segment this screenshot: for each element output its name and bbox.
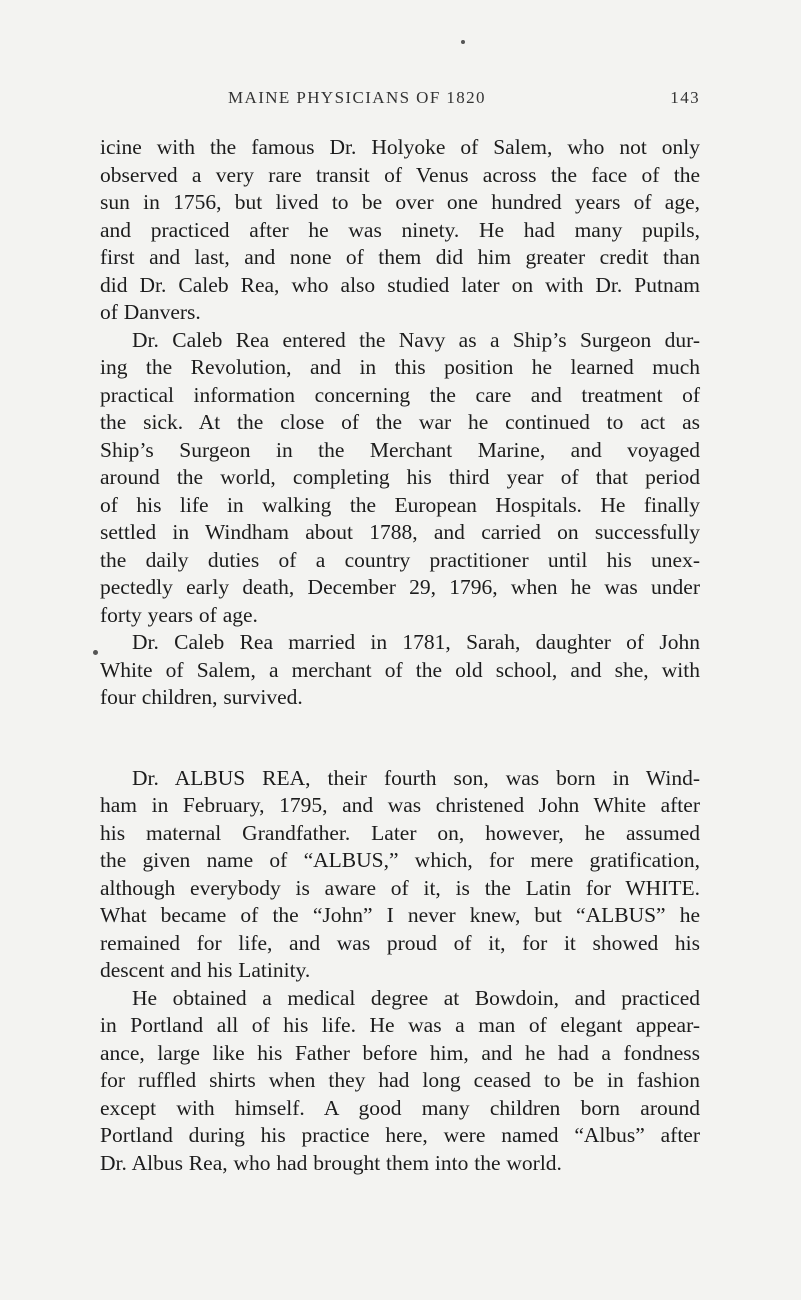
text-line: settled in Windham about 1788, and carried on successfully [100,520,700,544]
text-line: around the world, completing his third year of that period [100,465,700,489]
text-line: ing the Revolution, and in this position he learned much [100,355,700,379]
text-line: except with himself. A good many children born around [100,1095,700,1120]
paragraph [100,765,700,985]
text-line: first and last, and none of them did him greater credit than [100,245,700,269]
text-line: White of Salem, a merchant of the old school, and she, with [100,657,700,682]
text-line: descent and his Latinity. [100,958,311,982]
print-speck [93,650,98,655]
text-line: forty years of age. [100,602,258,627]
text-line: icine with the famous Dr. Holyoke of Salem, who not only [100,135,700,159]
text-line: Dr. ALBUS REA, their fourth son, was born in Wind- [132,765,700,790]
text-line: observed a very rare transit of Venus across the face of the [100,162,700,187]
print-speck [461,40,465,44]
text-line: for ruffled shirts when they had long ceased to be in fashion [100,1068,700,1092]
paragraph [100,629,700,712]
text-line: remained for life, and was proud of it, for it showed his [100,930,700,955]
paragraph [100,985,700,1178]
text-line: the given name of “ALBUS,” which, for mere gratification, [100,848,700,872]
text-line: his maternal Grandfather. Later on, however, he assumed [100,820,700,845]
text-line: sun in 1756, but lived to be over one hundred years of age, [100,190,700,214]
text-line: What became of the “John” I never knew, but “ALBUS” he [100,903,700,927]
text-line: four children, survived. [100,685,303,709]
page-number: 143 [670,88,700,107]
text-line: the daily duties of a country practitioner until his unex- [100,547,700,572]
text-line: Ship’s Surgeon in the Merchant Marine, and voyaged [100,437,700,462]
text-line: in Portland all of his life. He was a man of elegant appear- [100,1013,700,1037]
paragraph [100,327,700,630]
text-line: of his life in walking the European Hospitals. He finally [100,492,700,517]
text-line: the sick. At the close of the war he continued to act as [100,410,700,434]
text-line: practical information concerning the care and treatment of [100,382,700,407]
text-line: pectedly early death, December 29, 1796, when he was under [100,575,700,599]
book-page [100,88,700,1177]
text-line: Dr. Albus Rea, who had brought them into the world. [100,1150,562,1175]
paragraph [100,134,700,327]
text-line: ham in February, 1795, and was christened John White after [100,793,700,817]
text-line: ance, large like his Father before him, and he had a fondness [100,1040,700,1065]
text-line: of Danvers. [100,300,201,324]
body-text [100,134,700,1177]
text-line: He obtained a medical degree at Bowdoin, and practiced [132,985,700,1010]
text-line: Portland during his practice here, were named “Albus” after [100,1123,700,1147]
running-title: MAINE PHYSICIANS OF 1820 [228,88,486,107]
text-line: and practiced after he was ninety. He had many pupils, [100,217,700,242]
text-line: Dr. Caleb Rea married in 1781, Sarah, daughter of John [132,630,700,654]
text-line: although everybody is aware of it, is the Latin for WHITE. [100,875,700,900]
text-line: Dr. Caleb Rea entered the Navy as a Ship’s Surgeon dur- [132,327,700,352]
running-head [100,88,700,114]
text-line: did Dr. Caleb Rea, who also studied later on with Dr. Putnam [100,272,700,297]
